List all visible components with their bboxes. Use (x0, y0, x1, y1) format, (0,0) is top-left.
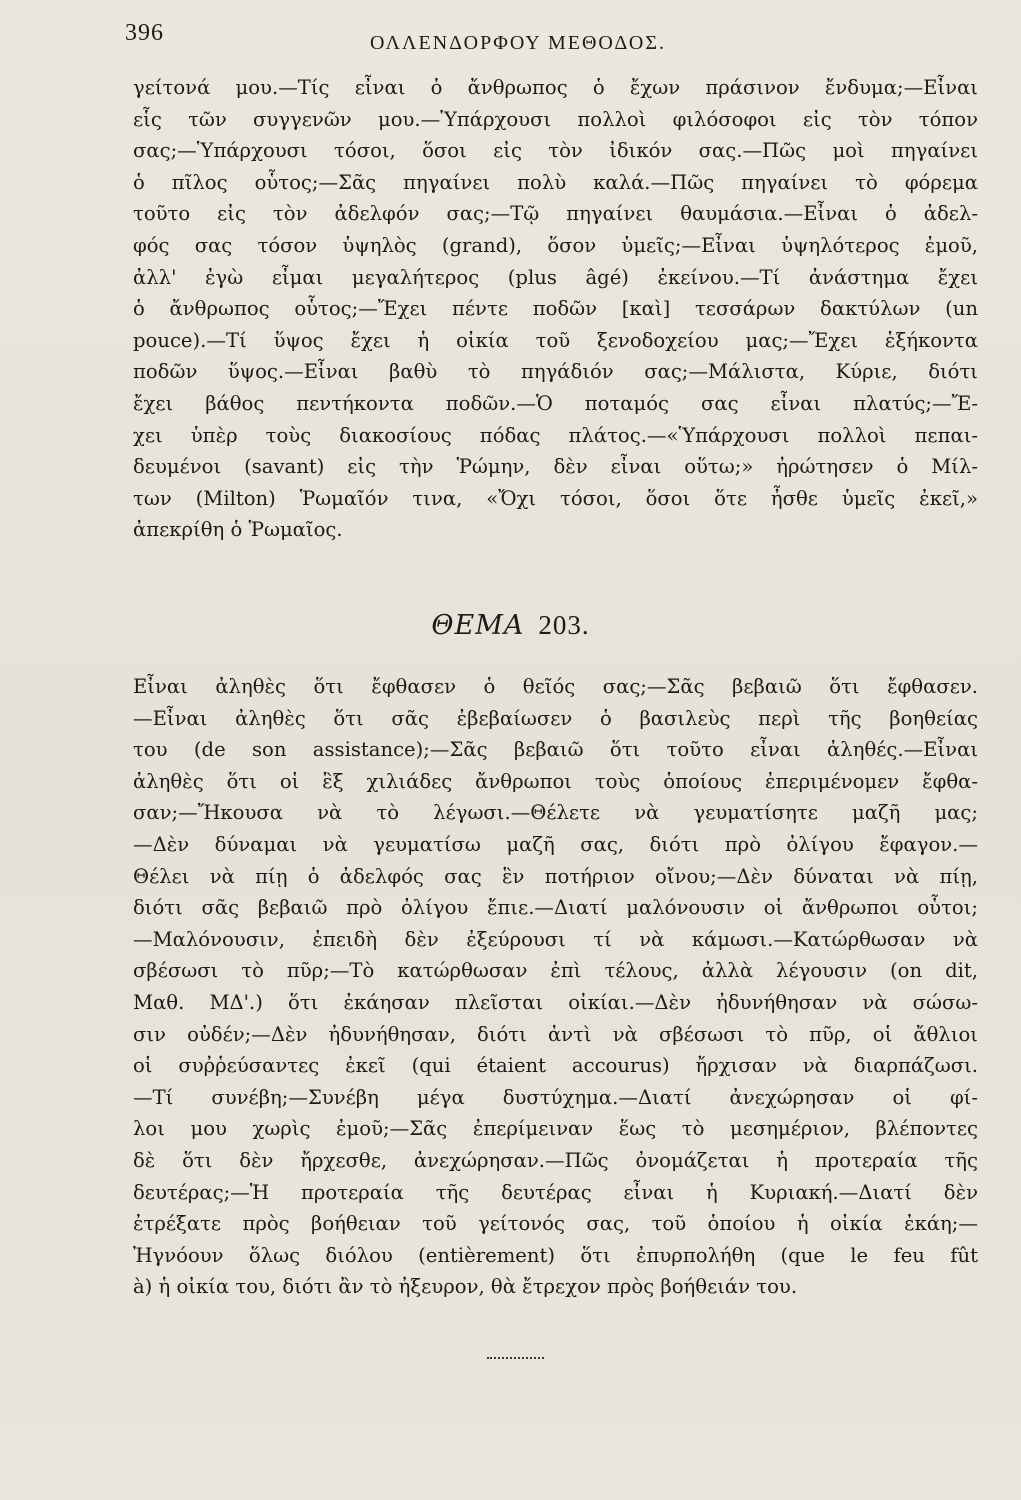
exercise-heading (0, 610, 1021, 641)
page-header (125, 14, 975, 64)
text-line: γείτονά μου.—Τίς εἶναι ὁ ἄνθρωπος ὁ ἔχων πράσινον ἔνδυμα;—Εἶναι (133, 76, 978, 99)
text-line: δευτέρας;—Ἡ προτεραία τῆς δευτέρας εἶναι ἡ Κυριακή.—Διατί δὲν (133, 1180, 978, 1204)
text-line: λοι μου χωρὶς ἐμοῦ;—Σᾶς ἐπερίμειναν ἕως τὸ μεσημέριον, βλέποντες (133, 1117, 978, 1141)
text-line: ἀληθὲς ὅτι οἱ ἓξ χιλιάδες ἄνθρωποι τοὺς ὁποίους ἐπεριμένομεν ἔφθα- (133, 769, 978, 793)
text-line: Θέλει νὰ πίῃ ὁ ἀδελφός σας ἓν ποτήριον οἴνου;—Δὲν δύναται νὰ πίῃ, (133, 864, 978, 888)
text-line: Μαθ. ΜΔ'.) ὅτι ἐκάησαν πλεῖσται οἰκίαι.—Δὲν ἠδυνήθησαν νὰ σώσω- (133, 990, 978, 1014)
text-line: pouce).—Τί ὕψος ἔχει ἡ οἰκία τοῦ ξενοδοχείου μας;—Ἔχει ἑξήκοντα (133, 328, 978, 352)
text-line: δὲ ὅτι δὲν ἤρχεσθε, ἀνεχώρησαν.—Πῶς ὀνομάζεται ἡ προτεραία τῆς (133, 1148, 978, 1172)
text-line: —Τί συνέβη;—Συνέβη μέγα δυστύχημα.—Διατί ἀνεχώρησαν οἱ φί- (133, 1085, 978, 1109)
text-line: χει ὑπὲρ τοὺς διακοσίους πόδας πλάτος.—«Ὑπάρχουσι πολλοὶ πεπαι- (133, 423, 978, 447)
text-line: à) ἡ οἰκία του, διότι ἂν τὸ ἠξευρον, θὰ ἔτρεχον πρὸς βοήθειάν του. (133, 1275, 798, 1299)
text-line: ἀπεκρίθη ὁ Ῥωμαῖος. (133, 518, 343, 542)
text-line: —Εἶναι ἀληθὲς ὅτι σᾶς ἐβεβαίωσεν ὁ βασιλεὺς περὶ τῆς βοηθείας (133, 706, 978, 730)
text-line: ἔχει βάθος πεντήκοντα ποδῶν.—Ὁ ποταμός σας εἶναι πλατύς;—Ἔ- (133, 391, 978, 415)
text-line: Ἠγνόουν ὅλως διόλου (entièrement) ὅτι ἐπυρπολήθη (que le feu fût (133, 1243, 978, 1267)
text-line: σας;—Ὑπάρχουσι τόσοι, ὅσοι εἰς τὸν ἰδικόν σας.—Πῶς μοὶ πηγαίνει (133, 139, 978, 163)
text-line: διότι σᾶς βεβαιῶ πρὸ ὀλίγου ἔπιε.—Διατί μαλόνουσιν οἱ ἄνθρωποι οὗτοι; (133, 896, 978, 920)
text-line: φός σας τόσον ὑψηλὸς (grand), ὅσον ὑμεῖς;—Εἶναι ὑψηλότερος ἐμοῦ, (133, 233, 978, 257)
text-line: ὁ ἄνθρωπος οὗτος;—Ἔχει πέντε ποδῶν [καὶ] τεσσάρων δακτύλων (un (133, 297, 978, 321)
text-line: των (Milton) Ῥωμαῖόν τινα, «Ὄχι τόσοι, ὅσοι ὅτε ἦσθε ὑμεῖς ἐκεῖ,» (133, 486, 978, 510)
text-line: του (de son assistance);—Σᾶς βεβαιῶ ὅτι τοῦτο εἶναι ἀληθές.—Εἶναι (133, 738, 978, 762)
text-line: ποδῶν ὕψος.—Εἶναι βαθὺ τὸ πηγάδιόν σας;—Μάλιστα, Κύριε, διότι (133, 360, 978, 384)
exercise-number: 203. (538, 610, 590, 640)
text-line: Εἶναι ἀληθὲς ὅτι ἔφθασεν ὁ θεῖός σας;—Σᾶς βεβαιῶ ὅτι ἔφθασεν. (133, 675, 978, 698)
page-number: 396 (125, 20, 164, 46)
text-line: δευμένοι (savant) εἰς τὴν Ῥώμην, δὲν εἶναι οὕτω;» ἠρώτησεν ὁ Μίλ- (133, 455, 978, 479)
text-line: ἐτρέξατε πρὸς βοήθειαν τοῦ γείτονός σας, τοῦ ὁποίου ἡ οἰκία ἐκάη;— (133, 1212, 978, 1236)
exercise-label: ΘΕΜΑ (431, 610, 525, 641)
end-divider (487, 1357, 544, 1359)
running-title: ΟΛΛΕΝΔΟΡΦΟΥ ΜΕΘΟΔΟΣ. (370, 32, 666, 54)
text-line: οἱ συῤῥεύσαντες ἐκεῖ (qui étaient accourus) ἤρχισαν νὰ διαρπάζωσι. (133, 1054, 978, 1078)
text-line: σιν οὐδέν;—Δὲν ἠδυνήθησαν, διότι ἀντὶ νὰ σβέσωσι τὸ πῦρ, οἱ ἄθλιοι (133, 1022, 978, 1046)
text-line: τοῦτο εἰς τὸν ἀδελφόν σας;—Τῷ πηγαίνει θαυμάσια.—Εἶναι ὁ ἀδελ- (133, 202, 978, 226)
text-line: —Δὲν δύναμαι νὰ γευματίσω μαζῆ σας, διότι πρὸ ὀλίγου ἔφαγον.— (133, 832, 978, 856)
passage-second (133, 671, 978, 1303)
text-line: εἷς τῶν συγγενῶν μου.—Ὑπάρχουσι πολλοὶ φιλόσοφοι εἰς τὸν τόπον (133, 107, 978, 131)
text-line: σβέσωσι τὸ πῦρ;—Τὸ κατώρθωσαν ἐπὶ τέλους, ἀλλὰ λέγουσιν (on dit, (133, 959, 978, 983)
text-line: ὁ πῖλος οὗτος;—Σᾶς πηγαίνει πολὺ καλά.—Πῶς πηγαίνει τὸ φόρεμα (133, 170, 978, 194)
text-line: —Μαλόνουσιν, ἐπειδὴ δὲν ἐξεύρουσι τί νὰ κάμωσι.—Κατώρθωσαν νὰ (133, 927, 978, 951)
text-line: ἀλλ' ἐγὼ εἶμαι μεγαλήτερος (plus âgé) ἐκείνου.—Τί ἀνάστημα ἔχει (133, 265, 978, 289)
passage-first (133, 72, 978, 546)
text-line: σαν;—Ἤκουσα νὰ τὸ λέγωσι.—Θέλετε νὰ γευματίσητε μαζῆ μας; (133, 801, 978, 825)
